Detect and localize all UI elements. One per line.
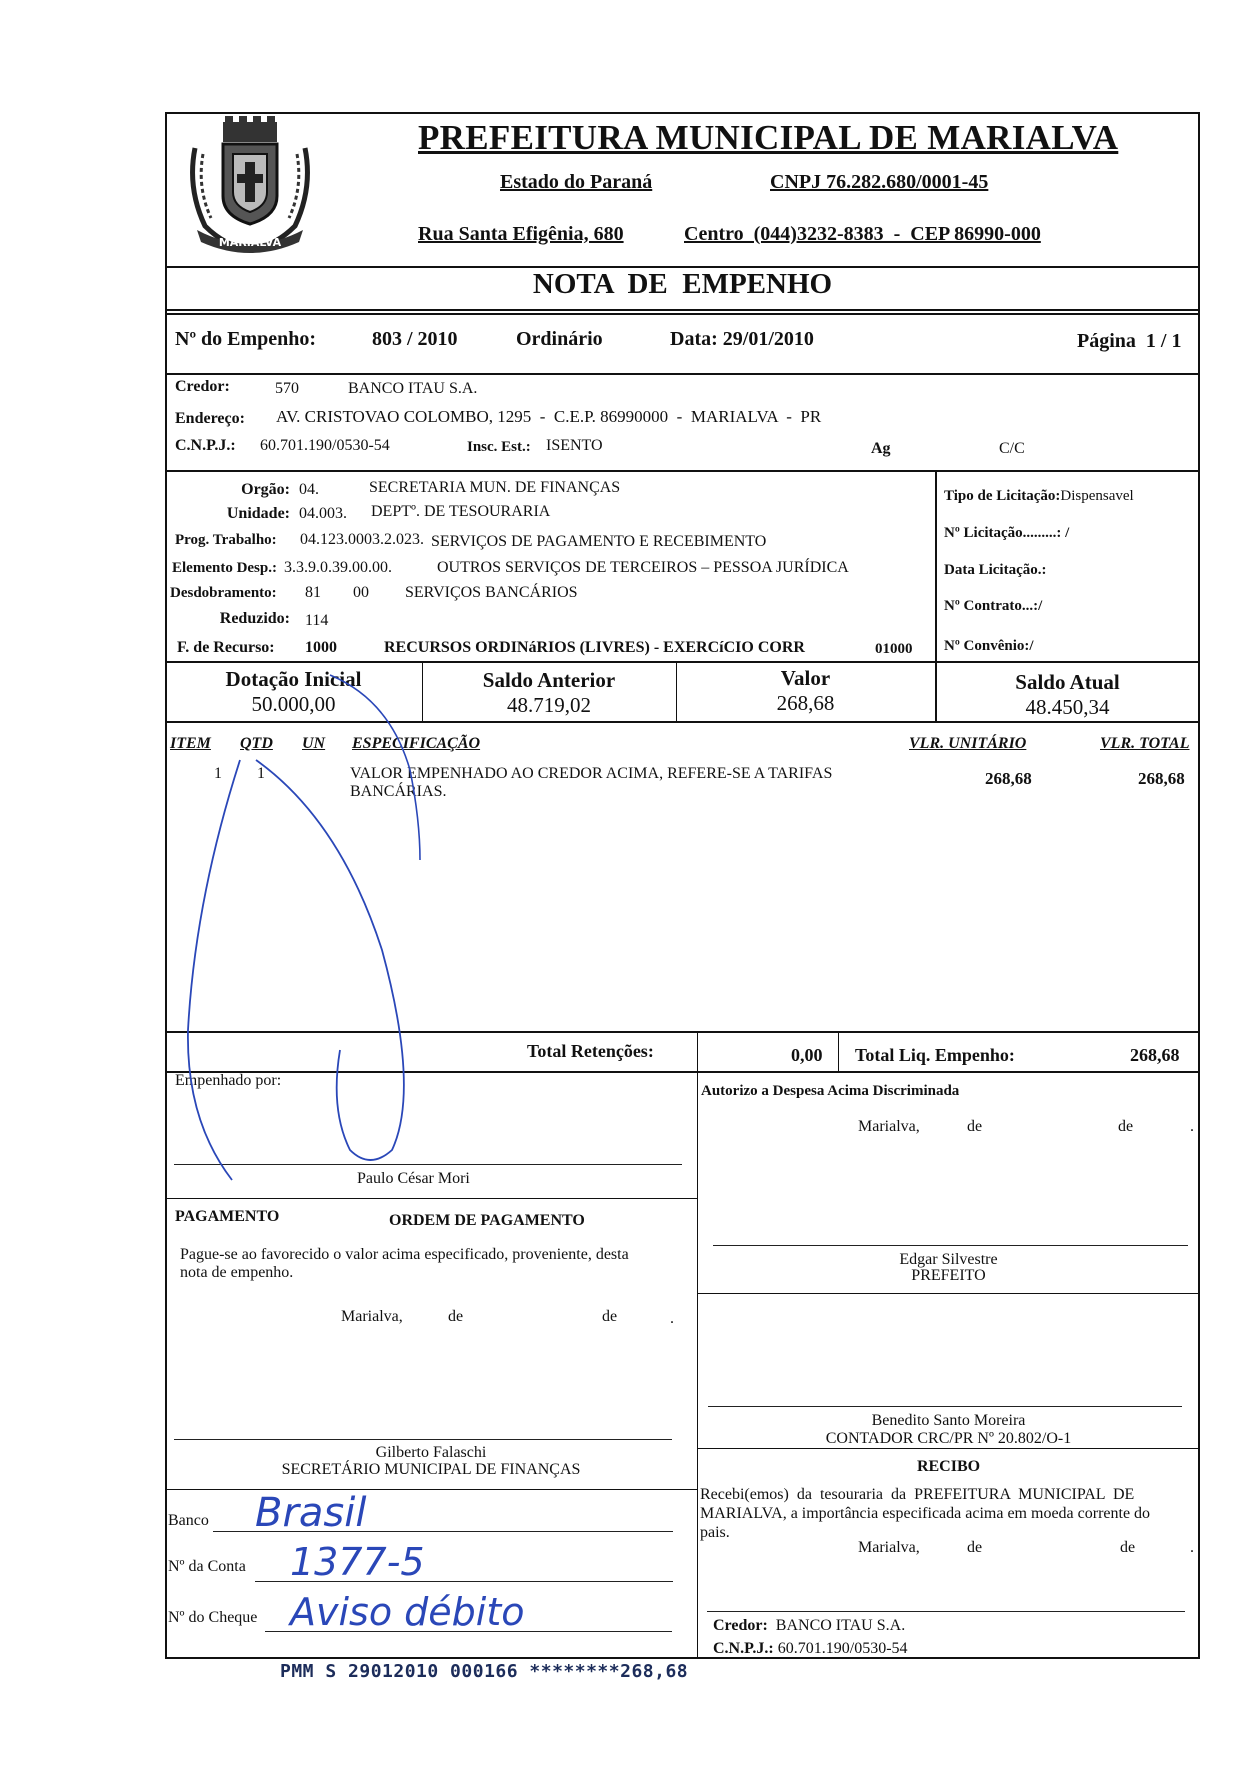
pagamento-text-line2: nota de empenho.	[180, 1264, 294, 1281]
autorizo-de1: de	[967, 1118, 983, 1135]
secretario-name: Gilberto Falaschi	[375, 1444, 487, 1461]
insc-value: ISENTO	[546, 437, 603, 454]
empenho-number: 803 / 2010	[372, 328, 458, 350]
credor-code: 570	[275, 380, 299, 397]
tipo-licitacao-label: Tipo de Licitação:	[944, 488, 1061, 504]
recurso-label: F. de Recurso:	[177, 639, 275, 656]
recibo-text-line2: MARIALVA, a importância especificada acima em moeda corrente do	[700, 1505, 1151, 1522]
total-liquido-label: Total Liq. Empenho:	[855, 1045, 1015, 1065]
recibo-text-line1: Recebi(emos) da tesouraria da PREFEITURA MUNICIPAL DE	[700, 1486, 1135, 1503]
saldo-anterior-label: Saldo Anterior	[482, 668, 616, 692]
item-total-value: 268,68	[1138, 769, 1185, 788]
orgao-name: SECRETARIA MUN. DE FINANÇAS	[369, 479, 621, 496]
ordem-pagamento-title: ORDEM DE PAGAMENTO	[389, 1212, 585, 1229]
saldo-anterior-value: 48.719,02	[507, 693, 591, 717]
svg-text:MARIALVA: MARIALVA	[218, 236, 282, 249]
retencoes-label: Total Retenções:	[527, 1041, 654, 1061]
numero-conta-label: Nº da Conta	[168, 1558, 246, 1575]
contador-name: Benedito Santo Moreira	[871, 1412, 1026, 1429]
page-title: PREFEITURA MUNICIPAL DE MARIALVA	[418, 118, 1119, 157]
dotacao-inicial-value: 50.000,00	[251, 692, 336, 716]
valor-value: 268,68	[776, 691, 835, 715]
header-address: Rua Santa Efigênia, 680	[418, 223, 624, 245]
desdobramento-label: Desdobramento:	[170, 585, 277, 601]
cnpj-label: C.N.P.J.:	[175, 437, 236, 454]
elemento-name: OUTROS SERVIÇOS DE TERCEIROS – PESSOA JURÍDICA	[437, 559, 849, 576]
unidade-label: Unidade:	[226, 505, 290, 522]
conta-corrente-label: C/C	[999, 440, 1025, 457]
desdobramento-code1: 81	[305, 584, 321, 601]
numero-licitacao: Nº Licitação.........: /	[944, 525, 1070, 541]
autorizo-de2: de	[1118, 1118, 1134, 1135]
dotacao-inicial-label: Dotação Inicial	[225, 667, 362, 691]
col-un-header: UN	[302, 735, 326, 752]
orgao-label: Orgão:	[241, 481, 290, 498]
retencoes-value: 0,00	[791, 1045, 823, 1065]
pagamento-de1: de	[448, 1308, 464, 1325]
header-state: Estado do Paraná	[500, 171, 653, 193]
elemento-label: Elemento Desp.:	[172, 560, 277, 576]
autorizo-city: Marialva,	[858, 1118, 920, 1135]
recibo-credor-label: Credor:	[713, 1617, 768, 1634]
col-item-header: ITEM	[170, 735, 211, 752]
desdobramento-name: SERVIÇOS BANCÁRIOS	[405, 584, 578, 601]
header-contact: Centro (044)3232-8383 - CEP 86990-000	[684, 223, 1041, 245]
pagamento-text-line1: Pague-se ao favorecido o valor acima especificado, proveniente, desta	[180, 1246, 629, 1263]
banco-label: Banco	[168, 1512, 209, 1529]
footer-stamp-code: PMM S 29012010 000166 ********268,68	[280, 1661, 689, 1682]
valor-label: Valor	[780, 666, 831, 690]
recurso-code: 1000	[305, 639, 337, 656]
saldo-atual-value: 48.450,34	[1025, 695, 1110, 719]
recibo-cnpj-label: C.N.P.J.:	[713, 1640, 774, 1657]
recibo-city: Marialva,	[858, 1539, 920, 1556]
recibo-title: RECIBO	[916, 1458, 981, 1475]
credor-name: BANCO ITAU S.A.	[348, 380, 478, 397]
empenho-label: Nº do Empenho:	[175, 328, 317, 350]
prog-trabalho-code: 04.123.0003.2.023.	[300, 531, 424, 548]
item-qtd: 1	[257, 765, 265, 782]
recibo-text-line3: pais.	[700, 1524, 730, 1541]
autorizo-dot: .	[1190, 1118, 1194, 1135]
header-cnpj: CNPJ 76.282.680/0001-45	[770, 171, 989, 193]
reduzido-value: 114	[305, 612, 329, 629]
col-qtd-header: QTD	[240, 735, 273, 752]
pagamento-city: Marialva,	[341, 1308, 403, 1325]
unidade-name: DEPTº. DE TESOURARIA	[371, 503, 551, 520]
numero-convenio: Nº Convênio:/	[944, 638, 1034, 654]
recibo-cnpj-value: 60.701.190/0530-54	[777, 1640, 908, 1657]
empenhado-signer: Paulo César Mori	[357, 1170, 470, 1187]
tipo-licitacao-value: Dispensavel	[1060, 488, 1134, 504]
autorizo-title: Autorizo a Despesa Acima Discriminada	[701, 1083, 960, 1099]
col-unit-header: VLR. UNITÁRIO	[909, 735, 1027, 752]
numero-cheque-label: Nº do Cheque	[168, 1609, 258, 1626]
endereco-value: AV. CRISTOVAO COLOMBO, 1295 - C.E.P. 86990000 - MARIALVA - PR	[276, 407, 822, 426]
recibo-de1: de	[967, 1539, 983, 1556]
pagamento-dot: .	[670, 1310, 674, 1327]
item-spec-line2: BANCÁRIAS.	[350, 783, 447, 800]
orgao-code: 04.	[299, 481, 319, 498]
banco-value-handwritten: Brasil	[255, 1490, 367, 1536]
col-total-header: VLR. TOTAL	[1100, 735, 1190, 752]
insc-label: Insc. Est.:	[467, 439, 531, 455]
prefeito-role: PREFEITO	[911, 1267, 986, 1284]
prefeito-name: Edgar Silvestre	[899, 1251, 998, 1268]
recibo-de2: de	[1120, 1539, 1136, 1556]
col-spec-header: ESPECIFICAÇÃO	[352, 735, 481, 752]
cnpj-value: 60.701.190/0530-54	[260, 437, 390, 454]
empenho-type: Ordinário	[516, 328, 603, 350]
empenhado-label: Empenhado por:	[175, 1072, 282, 1089]
desdobramento-code2: 00	[353, 584, 369, 601]
prog-trabalho-name: SERVIÇOS DE PAGAMENTO E RECEBIMENTO	[431, 533, 767, 550]
secretario-role: SECRETÁRIO MUNICIPAL DE FINANÇAS	[281, 1461, 581, 1478]
item-number: 1	[214, 765, 222, 782]
document-title: NOTA DE EMPENHO	[532, 268, 833, 300]
elemento-code: 3.3.9.0.39.00.00.	[284, 559, 392, 576]
agencia-label: Ag	[871, 440, 891, 457]
item-unit-value: 268,68	[985, 769, 1032, 788]
total-liquido-value: 268,68	[1130, 1045, 1180, 1065]
numero-cheque-handwritten: Aviso débito	[290, 1590, 525, 1634]
credor-label: Credor:	[175, 378, 230, 395]
pagamento-de2: de	[602, 1308, 618, 1325]
contador-role: CONTADOR CRC/PR Nº 20.802/O-1	[825, 1430, 1072, 1447]
item-spec-line1: VALOR EMPENHADO AO CREDOR ACIMA, REFERE-SE A TARIFAS	[350, 765, 833, 782]
page-number: Página 1 / 1	[1077, 330, 1182, 352]
recibo-credor-value: BANCO ITAU S.A.	[775, 1617, 906, 1634]
numero-contrato: Nº Contrato...:/	[944, 598, 1043, 614]
pagamento-title: PAGAMENTO	[175, 1208, 280, 1225]
recurso-suffix: 01000	[875, 641, 913, 657]
unidade-code: 04.003.	[299, 505, 347, 522]
data-licitacao: Data Licitação.:	[944, 562, 1047, 578]
prog-trabalho-label: Prog. Trabalho:	[175, 532, 277, 548]
reduzido-label: Reduzido:	[219, 610, 290, 627]
numero-conta-handwritten: 1377-5	[290, 1540, 425, 1584]
endereco-label: Endereço:	[175, 410, 245, 427]
recibo-dot: .	[1190, 1539, 1194, 1556]
recurso-name: RECURSOS ORDINáRIOS (LIVRES) - EXERCíCIO CORR	[384, 639, 805, 656]
empenho-date: Data: 29/01/2010	[670, 328, 814, 350]
saldo-atual-label: Saldo Atual	[1015, 670, 1120, 694]
